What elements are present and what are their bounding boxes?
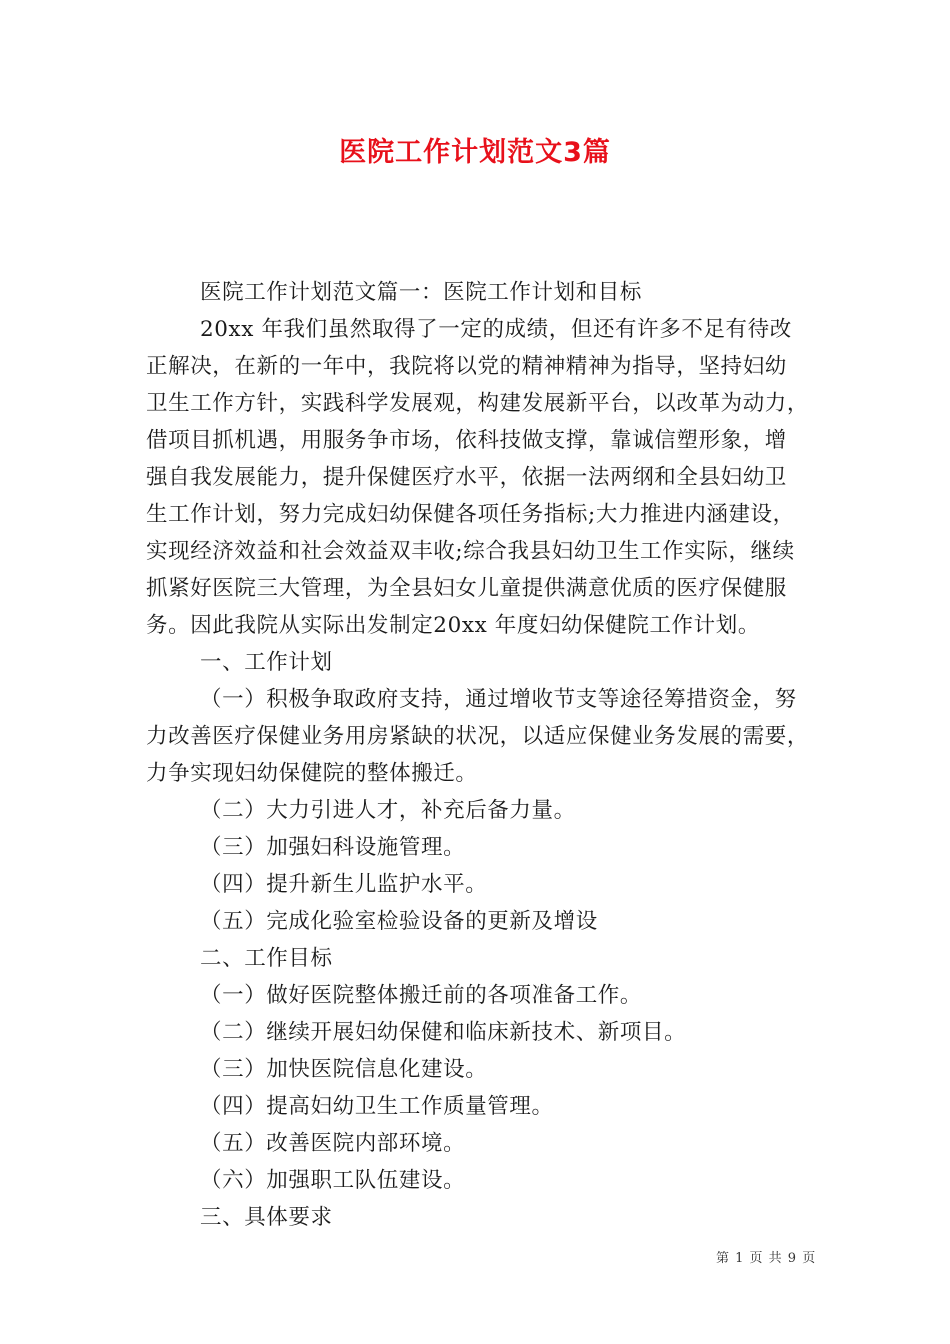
- goal-item-3: （三）加快医院信息化建设。: [200, 1057, 488, 1082]
- paragraph-line: 生工作计划，努力完成妇幼保健各项任务指标;大力推进内涵建设，: [146, 502, 795, 527]
- section-heading-work-plan: 一、工作计划: [200, 650, 333, 675]
- paragraph-line: 实现经济效益和社会效益双丰收;综合我县妇幼卫生工作实际，继续: [146, 539, 795, 564]
- plan-item-3: （三）加强妇科设施管理。: [200, 835, 466, 860]
- paragraph-line: 正解决，在新的一年中，我院将以党的精神精神为指导，坚持妇幼: [146, 354, 787, 379]
- section-heading-article-one: 医院工作计划范文篇一：医院工作计划和目标: [200, 280, 643, 305]
- plan-item-1-cont: 力改善医疗保健业务用房紧缺的状况，以适应保健业务发展的需要，: [146, 724, 810, 749]
- plan-item-1-cont: 力争实现妇幼保健院的整体搬迁。: [146, 761, 478, 786]
- paragraph-line: 强自我发展能力，提升保健医疗水平，依据一法两纲和全县妇幼卫: [146, 465, 787, 490]
- section-heading-work-goals: 二、工作目标: [200, 946, 333, 971]
- paragraph-line: 卫生工作方针，实践科学发展观，构建发展新平台，以改革为动力，: [146, 391, 810, 416]
- plan-item-5: （五）完成化验室检验设备的更新及增设: [200, 909, 598, 934]
- paragraph-line: 抓紧好医院三大管理，为全县妇女儿童提供满意优质的医疗保健服: [146, 576, 787, 601]
- goal-item-2: （二）继续开展妇幼保健和临床新技术、新项目。: [200, 1020, 687, 1045]
- goal-item-4: （四）提高妇幼卫生工作质量管理。: [200, 1094, 554, 1119]
- document-title: 医院工作计划范文3篇: [339, 137, 611, 168]
- paragraph-line: 借项目抓机遇，用服务争市场，依科技做支撑，靠诚信塑形象，增: [146, 428, 787, 453]
- plan-item-4: （四）提升新生儿监护水平。: [200, 872, 488, 897]
- plan-item-2: （二）大力引进人才，补充后备力量。: [200, 798, 576, 823]
- section-heading-requirements: 三、具体要求: [200, 1205, 333, 1230]
- page-number: 第 1 页 共 9 页: [716, 1251, 817, 1266]
- paragraph-line: 20xx 年我们虽然取得了一定的成绩，但还有许多不足有待改: [200, 317, 792, 342]
- paragraph-line: 务。因此我院从实际出发制定20xx 年度妇幼保健院工作计划。: [146, 613, 760, 638]
- goal-item-1: （一）做好医院整体搬迁前的各项准备工作。: [200, 983, 643, 1008]
- plan-item-1: （一）积极争取政府支持，通过增收节支等途径筹措资金，努: [200, 687, 797, 712]
- goal-item-6: （六）加强职工队伍建设。: [200, 1168, 466, 1193]
- goal-item-5: （五）改善医院内部环境。: [200, 1131, 466, 1156]
